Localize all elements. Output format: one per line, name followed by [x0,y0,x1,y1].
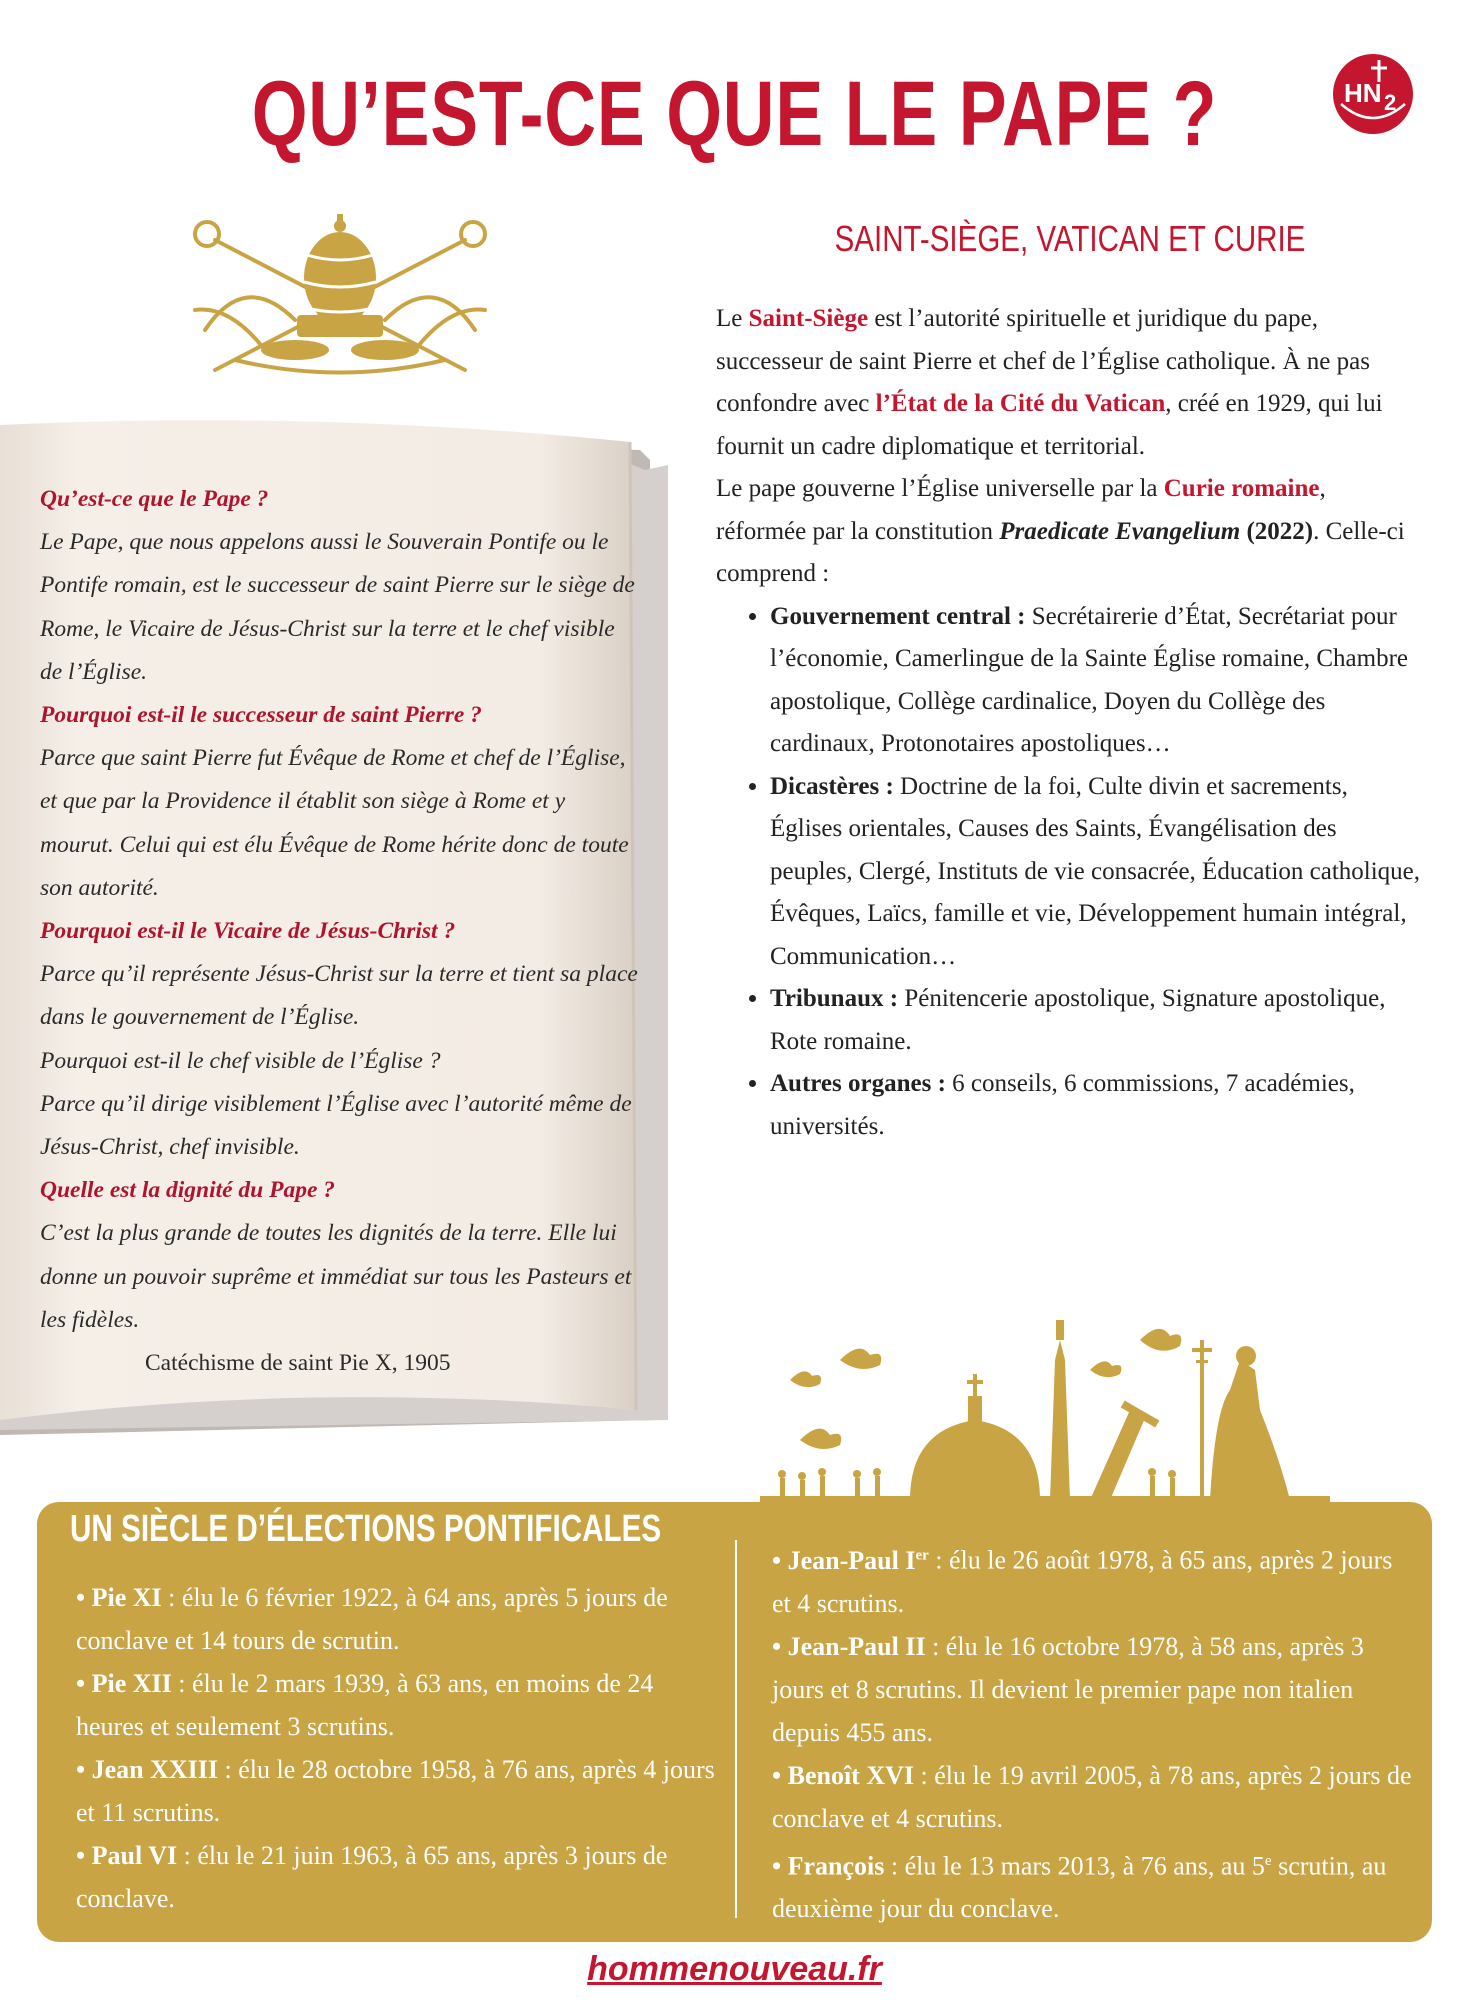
election-entry: • Jean-Paul Ier : élu le 26 août 1978, à 65 ans, après 2 jours et 4 scrutins. [772,1545,1393,1618]
highlight-term: Saint-Siège [748,305,869,332]
highlight-term: l’État de la Cité du Vatican [875,390,1166,417]
logo-subscript: 2 [1384,90,1397,115]
elections-title: UN SIÈCLE D’ÉLECTIONS PONTIFICALES [70,1508,662,1550]
hn-logo[interactable] [1331,52,1415,136]
panel-divider [735,1540,737,1918]
page-title: QU’EST-CE QUE LE PAPE ? [251,63,1218,165]
list-item: • Gouvernement central : Secrétairerie d’État, Secrétariat pour l’économie, Camerlingue de la Sainte Église romaine, Chambre apostolique, Collège cardinalice, Doyen du Collège des cardinaux, Protonotaires apostoliques… [770,596,1421,766]
catechism-answer: Parce qu’il représente Jésus-Christ sur la terre et tient sa place dans le gouvernement de l’Église. [40,961,638,1031]
elections-column-right [772,1534,1412,1930]
election-entry: • Jean XXIII : élu le 28 octobre 1958, à 76 ans, après 4 jours et 11 scrutins. [76,1755,715,1827]
catechism-question-plain: Pourquoi est-il le chef visible de l’Église ? [40,1047,441,1074]
catechism-question: Pourquoi est-il le Vicaire de Jésus-Christ ? [40,918,456,945]
elections-column-left [76,1576,726,1920]
catechism-question: Qu’est-ce que le Pape ? [40,486,269,512]
logo-text: HN [1344,78,1382,108]
catechism-text [40,478,640,1385]
catechism-question: Pourquoi est-il le successeur de saint Pierre ? [40,702,482,729]
list-item: • Tribunaux : Pénitencerie apostolique, Signature apostolique, Rote romaine. [770,978,1421,1063]
election-entry: • Jean-Paul II : élu le 16 octobre 1978, à 58 ans, après 3 jours et 8 scrutins. Il devient le premier pape non italien depuis 455 ans. [772,1631,1364,1747]
section-heading: SAINT-SIÈGE, VATICAN ET CURIE [834,218,1306,259]
constitution-title: Praedicate Evangelium [999,517,1241,545]
list-item: • Autres organes : 6 conseils, 6 commissions, 7 académies, universités. [770,1063,1421,1148]
paragraph-saint-siege: Le Saint-Siège est l’autorité spirituelle et juridique du pape, successeur de saint Pierre et chef de l’Église catholique. À ne pas confondre avec l’État de la Cité du Vatican, créé en 1929, qui lui fournit un cadre diplomatique et territorial. [716,305,1383,460]
catechism-source: Catéchisme de saint Pie X, 1905 [145,1350,451,1377]
curie-list [716,596,1421,1149]
catechism-answer: Parce qu’il dirige visiblement l’Église avec l’autorité même de Jésus-Christ, chef invisible. [40,1090,632,1161]
catechism-answer: Parce que saint Pierre fut Évêque de Rome et chef de l’Église, et que par la Providence il établit son siège à Rome et y mourut. Celui qui est élu Évêque de Rome hérite donc de toute son autorité. [40,745,629,901]
election-entry: • Pie XII : élu le 2 mars 1939, à 63 ans, en moins de 24 heures et seulement 3 scrutins. [76,1669,654,1741]
website-link[interactable]: hommenouveau.fr [587,1950,882,1988]
paragraph-curie: Le pape gouverne l’Église universelle par la Curie romaine, réformée par la constitution Praedicate Evangelium (2022). Celle-ci comprend : [716,475,1405,587]
catechism-answer: Le Pape, que nous appelons aussi le Souverain Pontife ou le Pontife romain, est le successeur de saint Pierre sur le siège de Rome, le Vicaire de Jésus-Christ sur la terre et le chef visible de l’Église. [40,529,635,685]
catechism-answer: C’est la plus grande de toutes les dignités de la terre. Elle lui donne un pouvoir suprême et immédiat sur tous les Pasteurs et les fidèles. [40,1220,632,1333]
catechism-question: Quelle est la dignité du Pape ? [40,1177,336,1204]
election-entry: • Paul VI : élu le 21 juin 1963, à 65 ans, après 3 jours de conclave. [76,1841,668,1913]
list-item: • Dicastères : Doctrine de la foi, Culte divin et sacrements, Églises orientales, Causes des Saints, Évangélisation des peuples, Clergé, Instituts de vie consacrée, Éducation catholique, Évêques, Laïcs, famille et vie, Développement humain intégral, Communication… [770,766,1421,979]
highlight-term: Curie romaine [1163,475,1320,502]
election-entry: • Pie XI : élu le 6 février 1922, à 64 ans, après 5 jours de conclave et 14 tours de scrutin. [76,1583,668,1655]
election-entry: • Benoît XVI : élu le 19 avril 2005, à 78 ans, après 2 jours de conclave et 4 scrutins. [772,1760,1412,1833]
election-entry: • François : élu le 13 mars 2013, à 76 ans, au 5e scrutin, au deuxième jour du conclave. [772,1851,1387,1924]
saint-siege-text [716,298,1421,1148]
vatican-silhouette-illustration [760,1300,1330,1510]
papal-tiara-keys-emblem [175,210,505,385]
